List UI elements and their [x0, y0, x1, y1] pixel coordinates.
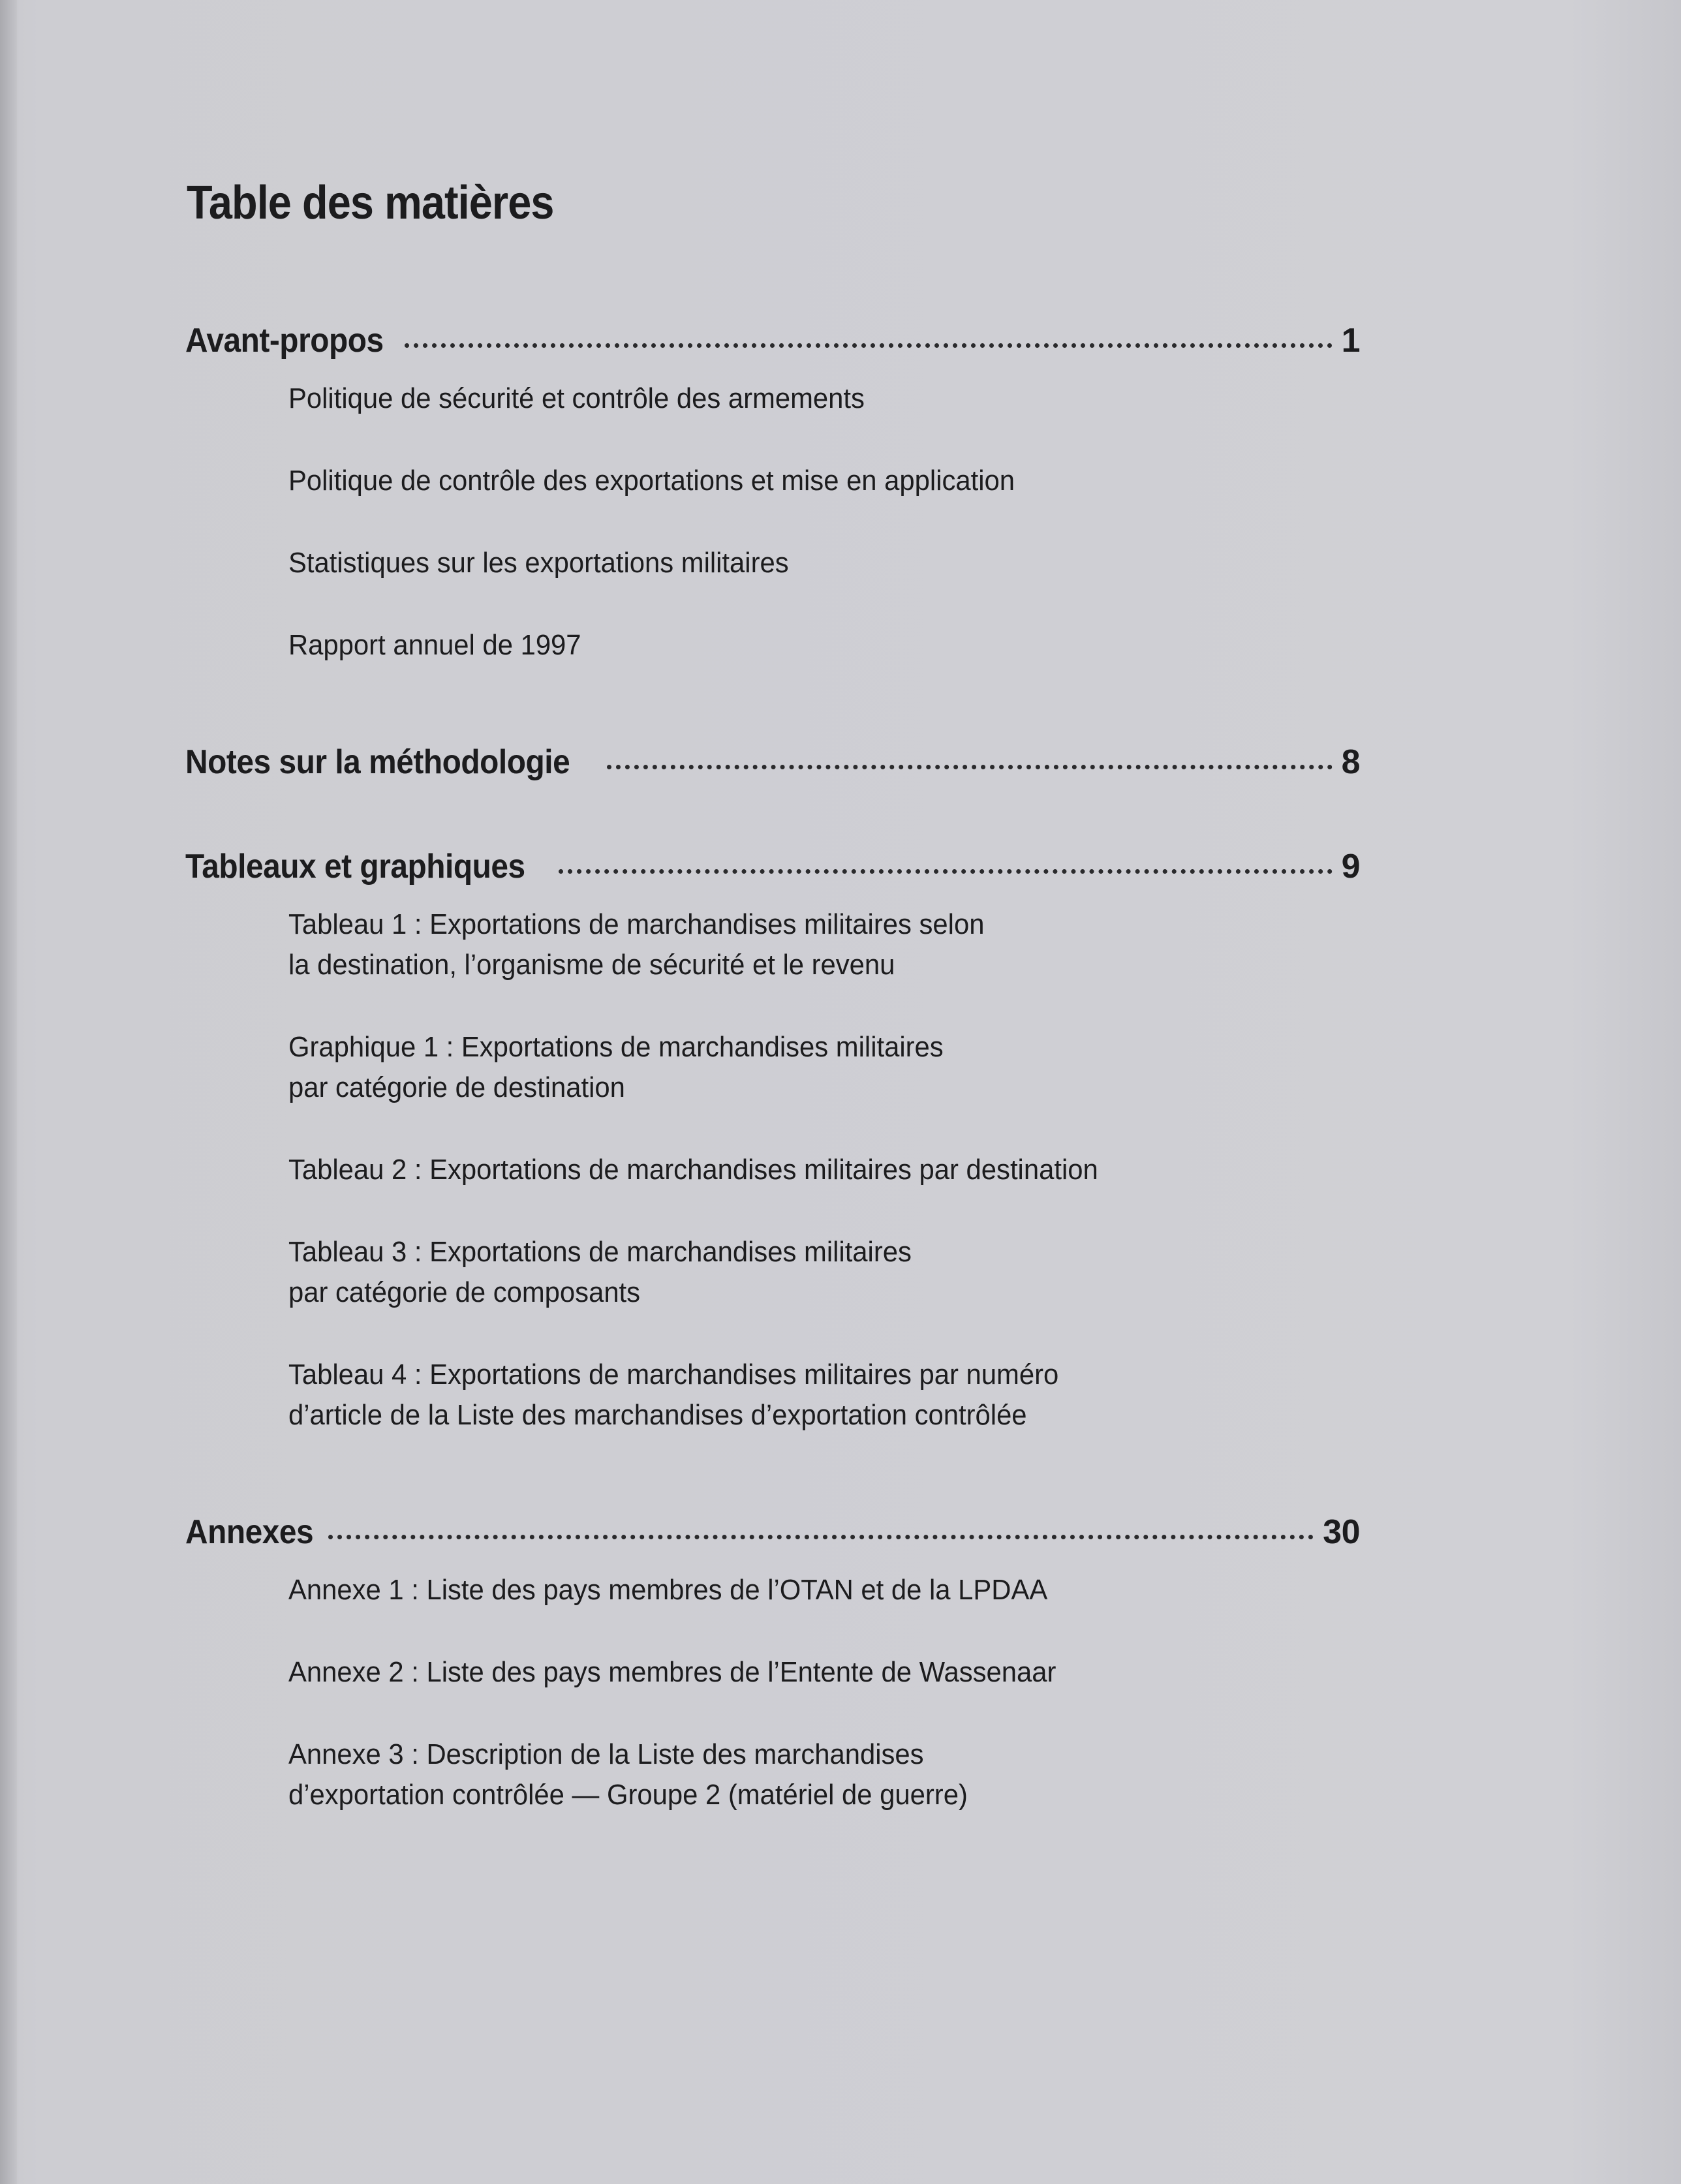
toc-subitem: Tableau 3 : Exportations de marchandises militaires par catégorie de composants: [288, 1236, 912, 1308]
dot-leader: [607, 765, 1332, 769]
table-of-contents: [185, 176, 1360, 1868]
toc-page-number: 1: [1341, 322, 1360, 360]
dot-leader: [559, 869, 1333, 874]
toc-subitem: Annexe 3 : Description de la Liste des marchandises d’exportation contrôlée — Groupe 2 (matériel de guerre): [288, 1738, 968, 1811]
toc-subitem: Tableau 1 : Exportations de marchandises militaires selon la destination, l’organisme de sécurité et le revenu: [288, 908, 985, 981]
toc-subitem: Tableau 2 : Exportations de marchandises militaires par destination: [288, 1154, 1098, 1186]
toc-section-annexes: [185, 1513, 1360, 1815]
toc-page-number: 9: [1341, 848, 1360, 885]
toc-entry-title: Tableaux et graphiques: [185, 848, 525, 885]
toc-subitem: Statistiques sur les exportations militaires: [288, 547, 789, 579]
toc-page-number: 30: [1323, 1513, 1360, 1551]
toc-entry-title: Notes sur la méthodologie: [185, 743, 570, 781]
toc-entry[interactable]: [185, 321, 1360, 360]
toc-subitem: Tableau 4 : Exportations de marchandises militaires par numéro d’article de la Liste des marchandises d’exportation contrôlée: [288, 1359, 1059, 1431]
toc-entry[interactable]: [185, 743, 1360, 782]
toc-subitem: Graphique 1 : Exportations de marchandises militaires par catégorie de destination: [288, 1031, 944, 1103]
page-edge-shadow: [0, 0, 17, 2184]
toc-entry-title: Annexes: [185, 1513, 314, 1551]
dot-leader: [405, 343, 1333, 348]
toc-subitems: [288, 1570, 1360, 1815]
dot-leader: [328, 1535, 1314, 1539]
toc-section-avant-propos: [185, 321, 1360, 666]
toc-subitem: Politique de sécurité et contrôle des armements: [288, 382, 865, 414]
toc-subitems: [288, 904, 1360, 1436]
toc-subitem: Politique de contrôle des exportations et mise en application: [288, 465, 1015, 497]
toc-entry[interactable]: [185, 847, 1360, 886]
toc-section-tableaux: [185, 847, 1360, 1436]
page-title: Table des matières: [187, 177, 554, 229]
toc-page-number: 8: [1341, 743, 1360, 781]
toc-subitem: Annexe 1 : Liste des pays membres de l’OTAN et de la LPDAA: [288, 1574, 1048, 1606]
toc-section-notes: [185, 743, 1360, 782]
toc-subitems: [288, 378, 1360, 666]
toc-subitem: Annexe 2 : Liste des pays membres de l’Entente de Wassenaar: [288, 1656, 1056, 1688]
toc-entry[interactable]: [185, 1513, 1360, 1552]
toc-entry-title: Avant-propos: [185, 322, 384, 360]
toc-subitem: Rapport annuel de 1997: [288, 629, 581, 661]
